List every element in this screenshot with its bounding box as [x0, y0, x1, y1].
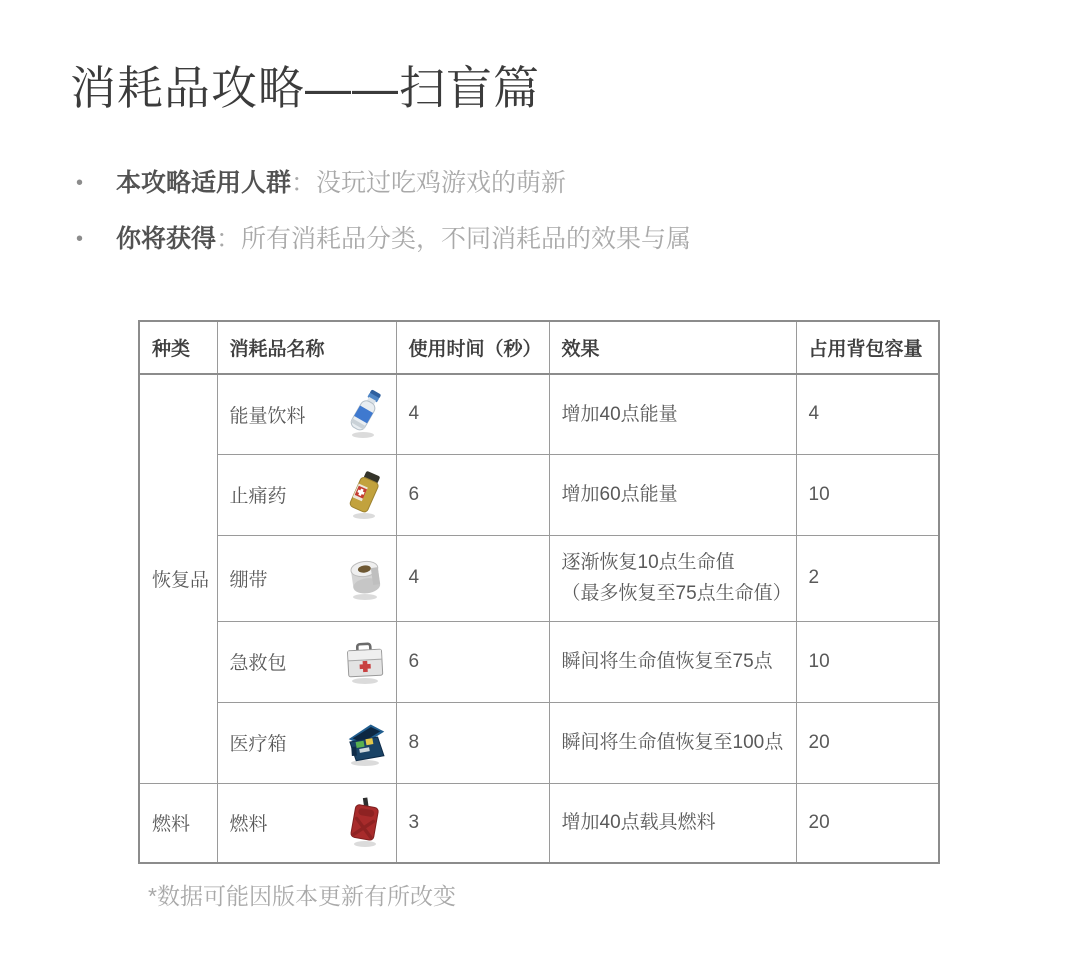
data-disclaimer-note: *数据可能因版本更新有所改变	[148, 883, 456, 909]
header-category: 种类	[139, 321, 217, 374]
use-time-cell: 6	[396, 621, 549, 702]
name-cell	[217, 702, 396, 783]
intro-bullets	[76, 166, 1006, 278]
name-cell	[217, 783, 396, 863]
table-row	[139, 535, 939, 621]
name-cell	[217, 535, 396, 621]
table-header-row	[139, 321, 939, 374]
effect-cell: 增加40点载具燃料	[549, 783, 796, 863]
bullet-item-takeaway	[76, 222, 1006, 256]
table-row	[139, 783, 939, 863]
bullet-text	[116, 222, 691, 256]
use-time-cell: 4	[396, 535, 549, 621]
consumable-name: 急救包	[229, 653, 287, 674]
first-aid-kit-icon	[342, 634, 388, 690]
table-row	[139, 454, 939, 535]
use-time-cell: 6	[396, 454, 549, 535]
effect-cell: 瞬间将生命值恢复至100点	[549, 702, 796, 783]
effect-cell: 瞬间将生命值恢复至75点	[549, 621, 796, 702]
capacity-cell: 10	[796, 621, 939, 702]
category-cell: 燃料	[139, 783, 217, 863]
consumable-name: 医疗箱	[229, 734, 287, 755]
consumables-table-wrap	[138, 320, 940, 864]
effect-cell: 增加40点能量	[549, 374, 796, 454]
consumables-table	[138, 320, 940, 864]
header-capacity: 占用背包容量	[796, 321, 939, 374]
name-cell	[217, 374, 396, 454]
page-title: 消耗品攻略——扫盲篇	[70, 62, 540, 114]
use-time-cell: 3	[396, 783, 549, 863]
consumable-name: 能量饮料	[229, 405, 306, 427]
consumable-name: 止痛药	[229, 486, 287, 507]
table-row	[139, 374, 939, 454]
capacity-cell: 2	[796, 535, 939, 621]
bullet-text	[116, 166, 566, 200]
header-effect: 效果	[549, 321, 796, 374]
use-time-cell: 8	[396, 702, 549, 783]
bandage-icon	[342, 550, 388, 606]
painkiller-icon	[342, 467, 388, 523]
capacity-cell: 20	[796, 702, 939, 783]
med-kit-icon	[342, 715, 388, 771]
energy-drink-icon	[342, 386, 388, 442]
capacity-cell: 4	[796, 374, 939, 454]
name-cell	[217, 621, 396, 702]
header-name: 消耗品名称	[217, 321, 396, 374]
bullet-dot-icon: •	[76, 228, 84, 250]
capacity-cell: 20	[796, 783, 939, 863]
bullet-dot-icon: •	[76, 172, 84, 194]
fuel-can-icon	[342, 795, 388, 851]
consumable-name: 绷带	[229, 569, 268, 591]
table-row	[139, 702, 939, 783]
use-time-cell: 4	[396, 374, 549, 454]
name-cell	[217, 454, 396, 535]
category-cell: 恢复品	[139, 374, 217, 783]
bullet-rest: ：没玩过吃鸡游戏的萌新	[291, 169, 567, 197]
bullet-rest: ：所有消耗品分类，不同消耗品的效果与属	[216, 225, 692, 253]
consumable-name: 燃料	[229, 814, 268, 836]
bullet-item-audience	[76, 166, 1006, 200]
bullet-lead: 本攻略适用人群	[116, 169, 292, 197]
table-row	[139, 621, 939, 702]
effect-cell: 逐渐恢复10点生命值 （最多恢复至75点生命值）	[549, 535, 796, 621]
capacity-cell: 10	[796, 454, 939, 535]
header-use-time: 使用时间（秒）	[396, 321, 549, 374]
effect-cell: 增加60点能量	[549, 454, 796, 535]
bullet-lead: 你将获得	[116, 225, 217, 253]
